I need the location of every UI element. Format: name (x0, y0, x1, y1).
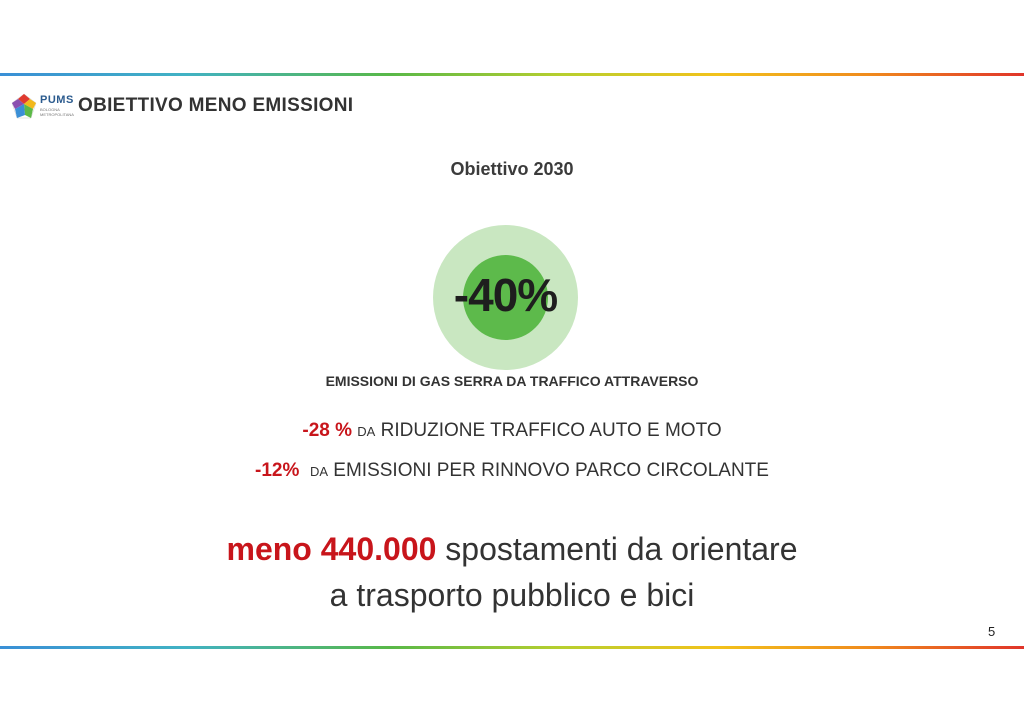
summary-statement (0, 526, 1024, 618)
reduction-value: -28 % (302, 420, 353, 441)
summary-text-2: a trasporto pubblico e bici (329, 577, 695, 613)
reduction-prefix: DA (357, 424, 376, 439)
logo-wordmark: PUMS (40, 94, 74, 106)
reduction-line (0, 420, 1024, 442)
logo-subtext: BOLOGNA METROPOLITANA (40, 107, 74, 117)
top-gradient-rule (0, 73, 1024, 76)
objective-label: Obiettivo 2030 (450, 159, 574, 179)
page-number: 5 (988, 624, 996, 639)
pums-logo-icon (10, 92, 38, 120)
summary-highlight: meno 440.000 (226, 531, 437, 567)
emissions-subtitle: EMISSIONI DI GAS SERRA DA TRAFFICO ATTRAVERSO (325, 373, 699, 389)
reduction-line (0, 460, 1024, 482)
reduction-text: EMISSIONI PER RINNOVO PARCO CIRCOLANTE (333, 460, 769, 481)
summary-text-1: spostamenti da orientare (445, 531, 798, 567)
reduction-value: -12% (255, 460, 300, 481)
reduction-prefix: DA (309, 464, 329, 479)
reduction-text: RIDUZIONE TRAFFICO AUTO E MOTO (380, 420, 722, 441)
page-title: OBIETTIVO MENO EMISSIONI (78, 95, 354, 116)
pums-logo (10, 92, 74, 120)
bottom-gradient-rule (0, 646, 1024, 649)
target-percent: -40% (453, 269, 558, 321)
